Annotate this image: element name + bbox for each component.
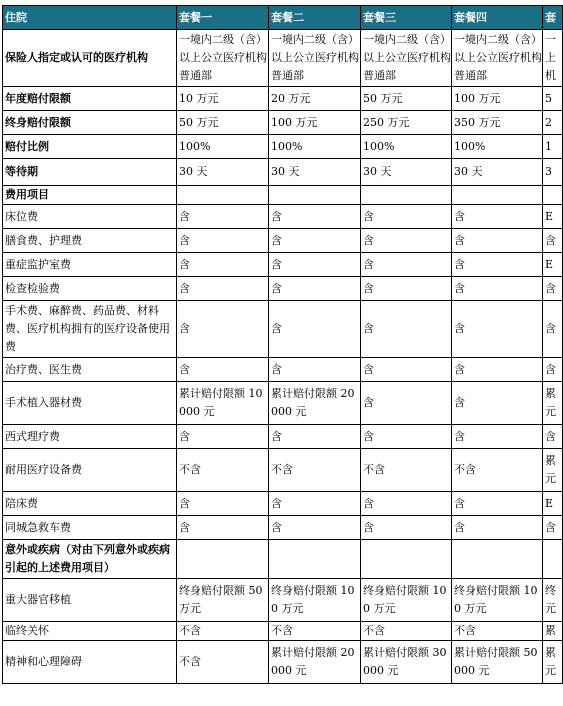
- table-cell: 含: [269, 277, 361, 301]
- table-row: [3, 579, 563, 622]
- table-cell: 含: [361, 229, 452, 253]
- table-cell: [452, 186, 543, 205]
- table-cell: E: [543, 492, 563, 516]
- table-cell: 一境内二级（含）以上公立医疗机构普通部: [361, 30, 452, 87]
- row-label: 耐用医疗设备费: [3, 449, 177, 492]
- table-cell: [361, 186, 452, 205]
- table-cell: 含: [452, 382, 543, 425]
- row-label: 保险人指定或认可的医疗机构: [3, 30, 177, 87]
- table-cell: 终身赔付限额 100 万元: [361, 579, 452, 622]
- table-cell: 累计赔付限额 50000 元: [452, 641, 543, 684]
- table-row: [3, 641, 563, 684]
- table-cell: 含: [361, 516, 452, 540]
- table-cell: 30 天: [177, 159, 269, 186]
- table-cell: 含: [452, 253, 543, 277]
- table-cell: 50 万元: [361, 87, 452, 111]
- header-cell-plan-2: 套餐二: [269, 6, 361, 30]
- table-row: [3, 30, 563, 87]
- table-cell: 含: [452, 277, 543, 301]
- table-cell: 累计赔付限额 30000 元: [361, 641, 452, 684]
- table-cell: 含: [361, 492, 452, 516]
- table-cell: 含: [452, 425, 543, 449]
- table-cell: 含: [177, 425, 269, 449]
- table-cell: 累元: [543, 382, 563, 425]
- table-cell: 含: [269, 301, 361, 358]
- table-cell: [543, 540, 563, 579]
- table-row: [3, 492, 563, 516]
- table-row: [3, 229, 563, 253]
- row-label: 终身赔付限额: [3, 111, 177, 135]
- table-row: [3, 135, 563, 159]
- table-cell: 含: [269, 358, 361, 382]
- table-cell: 不含: [177, 641, 269, 684]
- row-label: 西式理疗费: [3, 425, 177, 449]
- table-row: [3, 622, 563, 641]
- row-label: 检查检验费: [3, 277, 177, 301]
- table-cell: 250 万元: [361, 111, 452, 135]
- header-cell-plan-3: 套餐三: [361, 6, 452, 30]
- table-cell: 含: [452, 301, 543, 358]
- table-cell: 30 天: [361, 159, 452, 186]
- table-cell: E: [543, 205, 563, 229]
- table-cell: 不含: [361, 622, 452, 641]
- table-cell: [177, 540, 269, 579]
- table-cell: 累计赔付限额 20000 元: [269, 382, 361, 425]
- table-cell: 终身赔付限额 100 万元: [452, 579, 543, 622]
- table-cell: 含: [269, 492, 361, 516]
- table-row: [3, 87, 563, 111]
- table-cell: 不含: [452, 449, 543, 492]
- table-cell: [177, 186, 269, 205]
- table-row: [3, 111, 563, 135]
- table-cell: 5: [543, 87, 563, 111]
- header-cell-category: 住院: [3, 6, 177, 30]
- table-cell: [543, 186, 563, 205]
- row-label: 赔付比例: [3, 135, 177, 159]
- table-cell: 不含: [177, 449, 269, 492]
- row-label: 治疗费、医生费: [3, 358, 177, 382]
- table-cell: 含: [543, 516, 563, 540]
- table-cell: 含: [177, 205, 269, 229]
- table-row: [3, 277, 563, 301]
- table-cell: 累元: [543, 449, 563, 492]
- coverage-table: [2, 5, 563, 684]
- table-row: [3, 205, 563, 229]
- table-cell: [269, 540, 361, 579]
- table-cell: 终元: [543, 579, 563, 622]
- table-cell: 含: [361, 425, 452, 449]
- table-cell: 不含: [177, 622, 269, 641]
- table-row: [3, 159, 563, 186]
- table-cell: 含: [177, 277, 269, 301]
- table-cell: 30 天: [269, 159, 361, 186]
- row-label: 等待期: [3, 159, 177, 186]
- row-label: 同城急救车费: [3, 516, 177, 540]
- table-row: [3, 358, 563, 382]
- table-cell: 累计赔付限额 20000 元: [269, 641, 361, 684]
- table-cell: 100 万元: [269, 111, 361, 135]
- header-row: [3, 6, 563, 30]
- table-cell: 3: [543, 159, 563, 186]
- table-cell: 含: [269, 205, 361, 229]
- table-cell: 含: [543, 277, 563, 301]
- row-label: 重大器官移植: [3, 579, 177, 622]
- table-cell: 终身赔付限额 100 万元: [269, 579, 361, 622]
- table-cell: 含: [361, 205, 452, 229]
- table-cell: 不含: [269, 449, 361, 492]
- row-label: 重症监护室费: [3, 253, 177, 277]
- table-cell: 含: [269, 229, 361, 253]
- table-cell: 1: [543, 135, 563, 159]
- table-cell: 50 万元: [177, 111, 269, 135]
- table-cell: 含: [452, 205, 543, 229]
- coverage-table-wrapper: [2, 5, 562, 684]
- table-cell: 20 万元: [269, 87, 361, 111]
- table-cell: 含: [177, 229, 269, 253]
- table-cell: 一境内二级（含）以上公立医疗机构普通部: [452, 30, 543, 87]
- table-cell: [452, 540, 543, 579]
- table-cell: 含: [361, 277, 452, 301]
- row-label: 年度赔付限额: [3, 87, 177, 111]
- table-cell: 2: [543, 111, 563, 135]
- table-cell: 一境内二级（含）以上公立医疗机构普通部: [269, 30, 361, 87]
- table-cell: [269, 186, 361, 205]
- table-cell: 含: [361, 301, 452, 358]
- table-cell: 含: [177, 253, 269, 277]
- table-cell: 含: [269, 516, 361, 540]
- table-cell: 含: [269, 253, 361, 277]
- table-cell: 含: [361, 382, 452, 425]
- table-cell: 含: [543, 358, 563, 382]
- table-row: [3, 186, 563, 205]
- row-label: 陪床费: [3, 492, 177, 516]
- row-label: 手术植入器材费: [3, 382, 177, 425]
- table-cell: 含: [361, 253, 452, 277]
- table-cell: 含: [269, 425, 361, 449]
- table-cell: 含: [177, 516, 269, 540]
- table-cell: [361, 540, 452, 579]
- table-cell: 含: [452, 358, 543, 382]
- table-row: [3, 301, 563, 358]
- table-cell: 100%: [177, 135, 269, 159]
- row-label: 精神和心理障碍: [3, 641, 177, 684]
- table-row: [3, 516, 563, 540]
- table-cell: 含: [177, 358, 269, 382]
- table-cell: 累元: [543, 641, 563, 684]
- table-cell: 含: [177, 301, 269, 358]
- table-cell: 不含: [269, 622, 361, 641]
- table-cell: 100 万元: [452, 87, 543, 111]
- table-cell: 100%: [361, 135, 452, 159]
- table-row: [3, 540, 563, 579]
- table-row: [3, 425, 563, 449]
- table-cell: 含: [452, 492, 543, 516]
- table-cell: 含: [452, 516, 543, 540]
- row-label: 膳食费、护理费: [3, 229, 177, 253]
- table-cell: 含: [543, 301, 563, 358]
- table-cell: 含: [543, 425, 563, 449]
- table-cell: 一上机: [543, 30, 563, 87]
- table-cell: 一境内二级（含）以上公立医疗机构普通部: [177, 30, 269, 87]
- table-cell: 含: [361, 358, 452, 382]
- table-row: [3, 253, 563, 277]
- table-row: [3, 449, 563, 492]
- row-label: 手术费、麻醉费、药品费、材料费、医疗机构拥有的医疗设备使用费: [3, 301, 177, 358]
- header-cell-plan-5: 套: [543, 6, 563, 30]
- table-cell: 不含: [361, 449, 452, 492]
- row-label: 床位费: [3, 205, 177, 229]
- table-cell: E: [543, 253, 563, 277]
- table-cell: 终身赔付限额 50 万元: [177, 579, 269, 622]
- table-cell: 累计赔付限额 10000 元: [177, 382, 269, 425]
- row-label: 意外或疾病（对由下列意外或疾病引起的上述费用项目）: [3, 540, 177, 579]
- table-cell: 10 万元: [177, 87, 269, 111]
- header-cell-plan-1: 套餐一: [177, 6, 269, 30]
- row-label: 费用项目: [3, 186, 177, 205]
- table-cell: 不含: [452, 622, 543, 641]
- table-cell: 累: [543, 622, 563, 641]
- table-cell: 30 天: [452, 159, 543, 186]
- table-cell: 350 万元: [452, 111, 543, 135]
- table-cell: 100%: [452, 135, 543, 159]
- table-cell: 含: [452, 229, 543, 253]
- table-row: [3, 382, 563, 425]
- table-cell: 100%: [269, 135, 361, 159]
- header-cell-plan-4: 套餐四: [452, 6, 543, 30]
- row-label: 临终关怀: [3, 622, 177, 641]
- table-cell: 含: [543, 229, 563, 253]
- table-cell: 含: [177, 492, 269, 516]
